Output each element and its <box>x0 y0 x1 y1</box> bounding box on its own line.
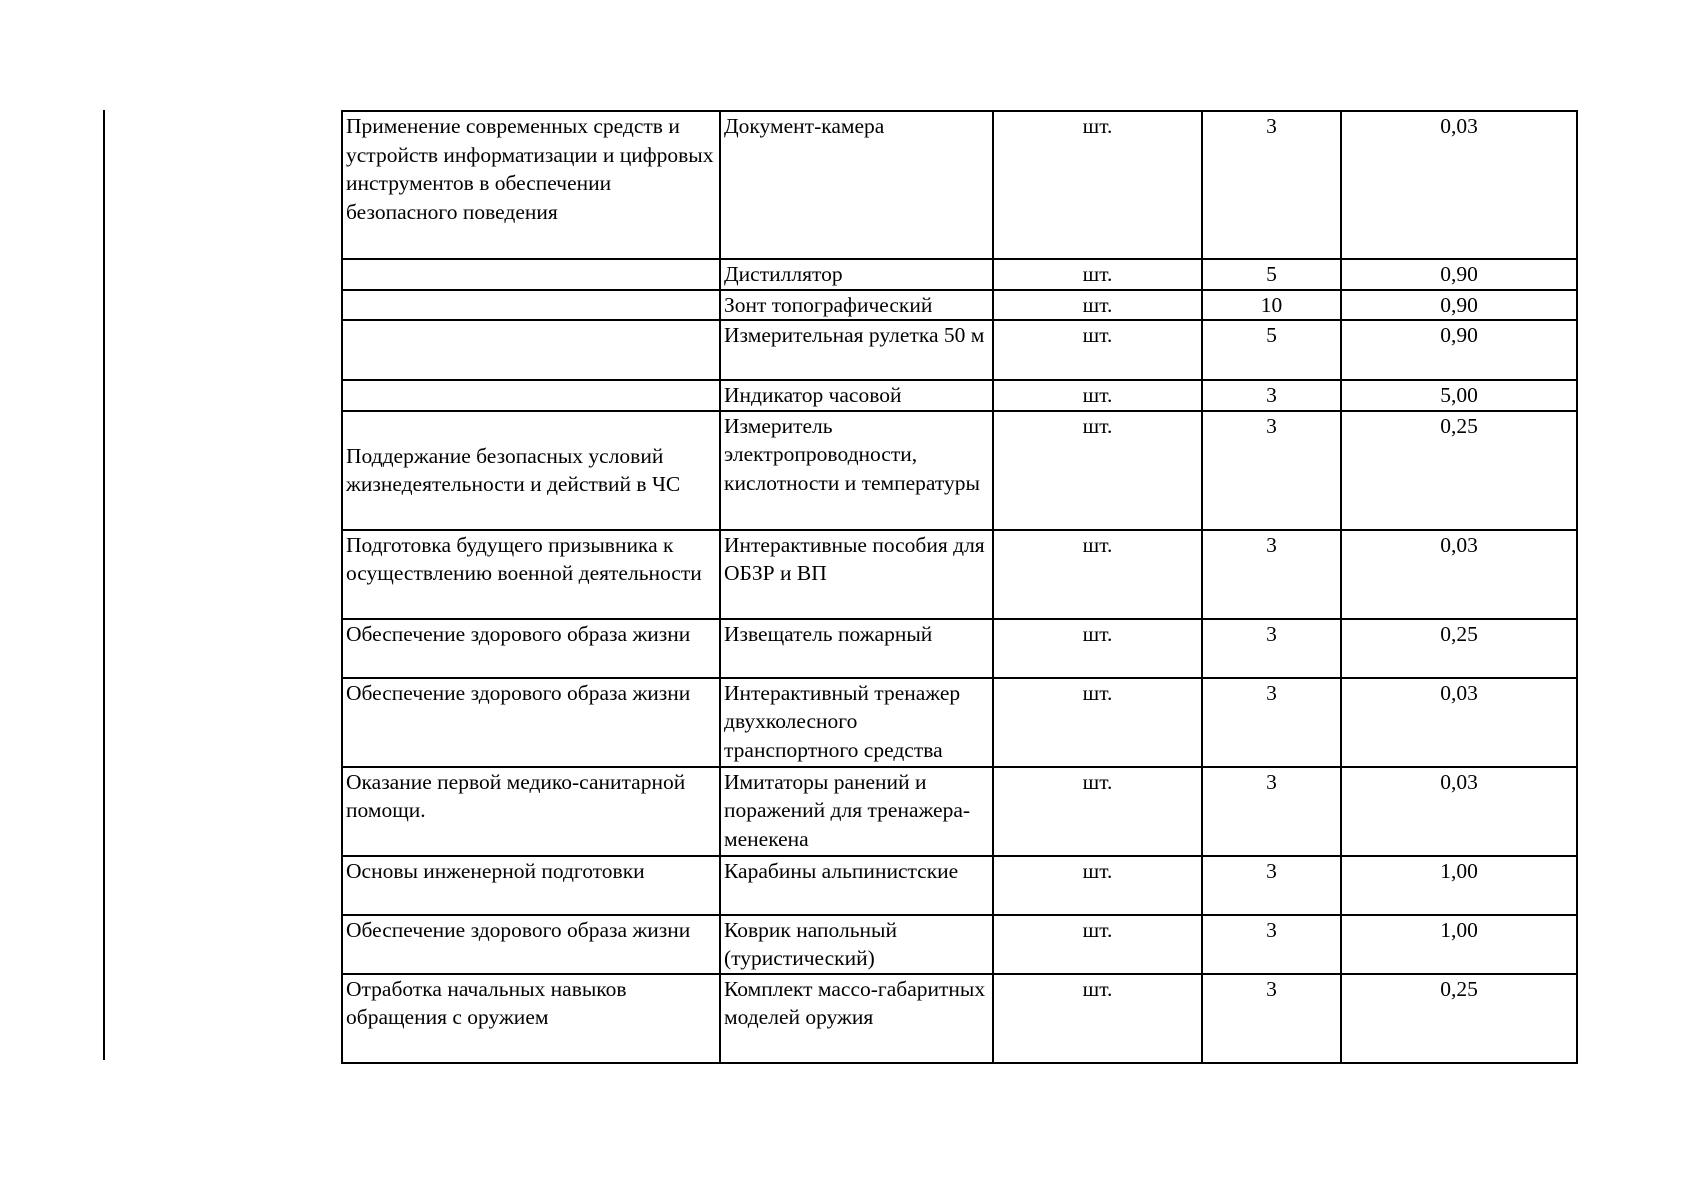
unit-cell: шт. <box>993 320 1202 380</box>
item-cell: Зонт топографический <box>720 290 993 321</box>
table-row <box>342 974 1577 1063</box>
item-cell: Дистиллятор <box>720 259 993 290</box>
item-cell: Интерактивный тренажер двухколесного транспортного средства <box>720 678 993 767</box>
unit-cell: шт. <box>993 411 1202 530</box>
item-cell: Комплект массо-габаритных моделей оружия <box>720 974 993 1063</box>
item-cell: Имитаторы ранений и поражений для тренажера-менекена <box>720 767 993 856</box>
quantity-cell: 5 <box>1202 259 1341 290</box>
value-cell: 0,90 <box>1341 259 1577 290</box>
value-cell: 0,03 <box>1341 678 1577 767</box>
value-cell: 0,25 <box>1341 974 1577 1063</box>
table-row <box>342 380 1577 411</box>
item-cell: Измерительная рулетка 50 м <box>720 320 993 380</box>
topic-cell: Поддержание безопасных условий жизнедеятельности и действий в ЧС <box>342 411 720 530</box>
value-cell: 0,90 <box>1341 290 1577 321</box>
value-cell: 0,25 <box>1341 411 1577 530</box>
quantity-cell: 3 <box>1202 411 1341 530</box>
unit-cell: шт. <box>993 111 1202 259</box>
margin-line <box>103 110 105 1060</box>
table-row <box>342 915 1577 974</box>
topic-cell <box>342 380 720 411</box>
table-row <box>342 530 1577 619</box>
unit-cell: шт. <box>993 380 1202 411</box>
item-cell: Коврик напольный (туристический) <box>720 915 993 974</box>
table-row <box>342 111 1577 259</box>
value-cell: 0,03 <box>1341 530 1577 619</box>
unit-cell: шт. <box>993 678 1202 767</box>
table-row <box>342 290 1577 321</box>
unit-cell: шт. <box>993 259 1202 290</box>
unit-cell: шт. <box>993 974 1202 1063</box>
value-cell: 0,25 <box>1341 619 1577 678</box>
quantity-cell: 3 <box>1202 111 1341 259</box>
table-row <box>342 259 1577 290</box>
value-cell: 5,00 <box>1341 380 1577 411</box>
topic-cell: Обеспечение здорового образа жизни <box>342 619 720 678</box>
quantity-cell: 3 <box>1202 530 1341 619</box>
item-cell: Документ-камера <box>720 111 993 259</box>
quantity-cell: 10 <box>1202 290 1341 321</box>
value-cell: 1,00 <box>1341 915 1577 974</box>
item-cell: Извещатель пожарный <box>720 619 993 678</box>
topic-cell: Оказание первой медико-санитарной помощи. <box>342 767 720 856</box>
item-cell: Интерактивные пособия для ОБЗР и ВП <box>720 530 993 619</box>
topic-cell: Подготовка будущего призывника к осуществлению военной деятельности <box>342 530 720 619</box>
quantity-cell: 3 <box>1202 619 1341 678</box>
value-cell: 0,03 <box>1341 767 1577 856</box>
quantity-cell: 5 <box>1202 320 1341 380</box>
unit-cell: шт. <box>993 856 1202 915</box>
topic-cell: Основы инженерной подготовки <box>342 856 720 915</box>
topic-cell <box>342 320 720 380</box>
value-cell: 1,00 <box>1341 856 1577 915</box>
quantity-cell: 3 <box>1202 767 1341 856</box>
table-row <box>342 619 1577 678</box>
topic-cell <box>342 259 720 290</box>
topic-cell: Обеспечение здорового образа жизни <box>342 678 720 767</box>
quantity-cell: 3 <box>1202 974 1341 1063</box>
quantity-cell: 3 <box>1202 380 1341 411</box>
item-cell: Индикатор часовой <box>720 380 993 411</box>
unit-cell: шт. <box>993 530 1202 619</box>
topic-cell: Отработка начальных навыков обращения с оружием <box>342 974 720 1063</box>
value-cell: 0,03 <box>1341 111 1577 259</box>
topic-cell <box>342 290 720 321</box>
equipment-table <box>341 110 1578 1064</box>
item-cell: Карабины альпинистские <box>720 856 993 915</box>
table-row <box>342 411 1577 530</box>
quantity-cell: 3 <box>1202 678 1341 767</box>
item-cell: Измеритель электропроводности, кислотности и температуры <box>720 411 993 530</box>
quantity-cell: 3 <box>1202 856 1341 915</box>
unit-cell: шт. <box>993 915 1202 974</box>
quantity-cell: 3 <box>1202 915 1341 974</box>
unit-cell: шт. <box>993 767 1202 856</box>
table-row <box>342 320 1577 380</box>
topic-cell: Обеспечение здорового образа жизни <box>342 915 720 974</box>
table-row <box>342 678 1577 767</box>
value-cell: 0,90 <box>1341 320 1577 380</box>
unit-cell: шт. <box>993 619 1202 678</box>
table-row <box>342 767 1577 856</box>
topic-cell: Применение современных средств и устройств информатизации и цифровых инструментов в обеспечении безопасного поведения <box>342 111 720 259</box>
table-row <box>342 856 1577 915</box>
unit-cell: шт. <box>993 290 1202 321</box>
